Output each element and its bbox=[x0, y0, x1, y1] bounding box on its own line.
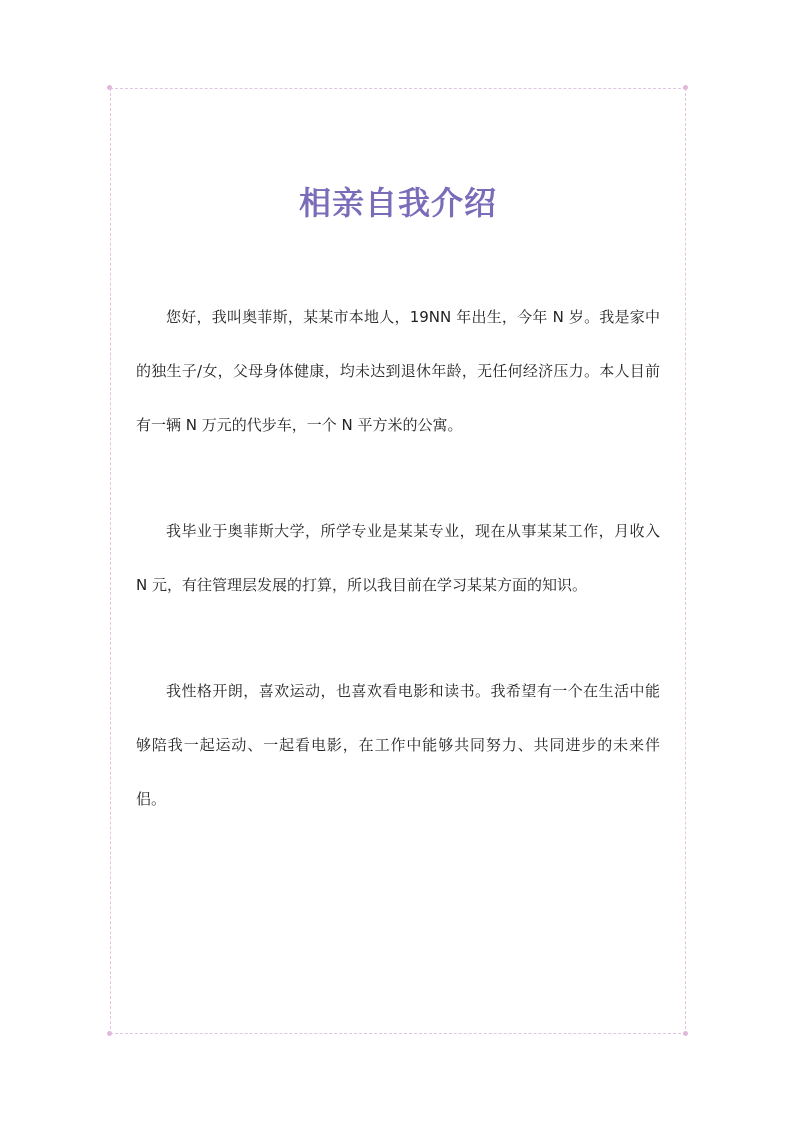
paragraph-education-career: 我毕业于奥菲斯大学，所学专业是某某专业，现在从事某某工作，月收入 N 元，有往管理层发展的打算，所以我目前在学习某某方面的知识。 bbox=[136, 522, 660, 594]
frame-corner-top-left bbox=[107, 85, 112, 90]
paragraph-personality-partner: 我性格开朗，喜欢运动，也喜欢看电影和读书。我希望有一个在生活中能够陪我一起运动、一起看电影，在工作中能够共同努力、共同进步的未来伴侣。 bbox=[136, 682, 660, 808]
frame-corner-top-right bbox=[683, 85, 688, 90]
frame-corner-bottom-right bbox=[683, 1031, 688, 1036]
paragraph-personal-info: 您好，我叫奥菲斯，某某市本地人，19NN 年出生，今年 N 岁。我是家中的独生子/女，父母身体健康，均未达到退休年龄，无任何经济压力。本人目前有一辆 N 万元的代步车，一个 N 平方米的公寓。 bbox=[136, 308, 660, 434]
document-body bbox=[136, 290, 660, 878]
frame-corner-bottom-left bbox=[107, 1031, 112, 1036]
document-title: 相亲自我介绍 bbox=[298, 184, 497, 222]
